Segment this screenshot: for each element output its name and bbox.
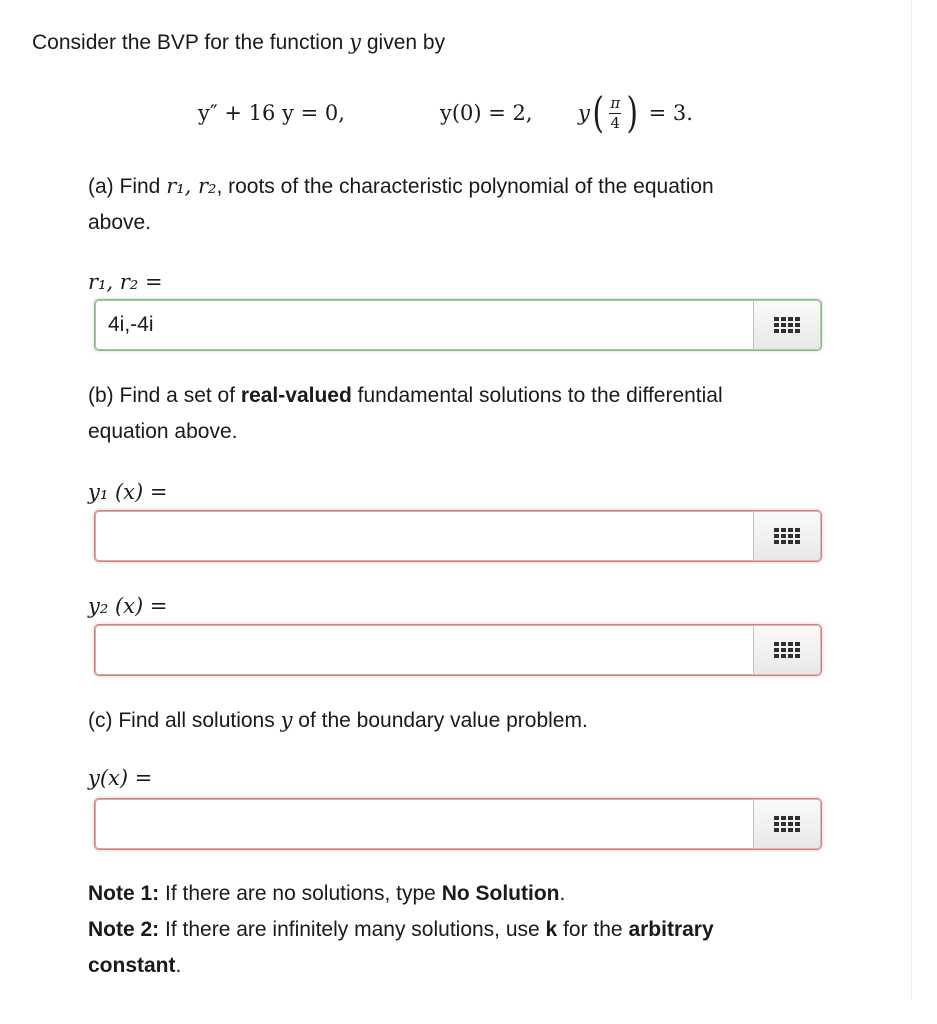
y2-input[interactable] [95, 625, 753, 675]
boundary-condition-1: y(0) = 2, [440, 101, 533, 125]
note-1: Note 1: If there are no solutions, type No Solution. [88, 882, 566, 905]
yx-answer-box [95, 799, 821, 849]
roots-input[interactable]: 4i,-4i [95, 300, 753, 350]
y2-answer-box [95, 625, 821, 675]
part-c-prompt: (c) Find all solutions y of the boundary value problem. [88, 708, 588, 732]
y2-label: y₂ (x) = [88, 594, 168, 618]
grid-icon [774, 816, 800, 832]
part-a-prompt: (a) Find r₁, r₂, roots of the characteristic polynomial of the equation above. [88, 174, 714, 234]
roots-answer-box [95, 300, 821, 350]
y1-answer-box [95, 511, 821, 561]
notes [88, 876, 888, 984]
grid-icon [774, 528, 800, 544]
yx-label: y(x) = [88, 766, 153, 790]
yx-equation-editor-button[interactable] [753, 799, 821, 849]
note-2: Note 2: If there are infinitely many solutions, use k for the arbitrary constant. [88, 918, 714, 977]
yx-input[interactable] [95, 799, 753, 849]
roots-equation-editor-button[interactable] [753, 300, 821, 350]
y1-label: y₁ (x) = [88, 480, 168, 504]
y2-equation-editor-button[interactable] [753, 625, 821, 675]
part-b-prompt: (b) Find a set of real-valued fundamental solutions to the differential equation above. [88, 384, 723, 443]
roots-label: r₁, r₂ = [88, 270, 163, 294]
grid-icon [774, 317, 800, 333]
ode-equation: y″ + 16 y = 0, [198, 101, 345, 125]
grid-icon [774, 642, 800, 658]
y1-equation-editor-button[interactable] [753, 511, 821, 561]
problem-intro: Consider the BVP for the function y given by [32, 30, 446, 54]
y1-input[interactable] [95, 511, 753, 561]
boundary-condition-2: y ( $\frac{\pi}{4}$ ) = 3. [578, 88, 693, 137]
